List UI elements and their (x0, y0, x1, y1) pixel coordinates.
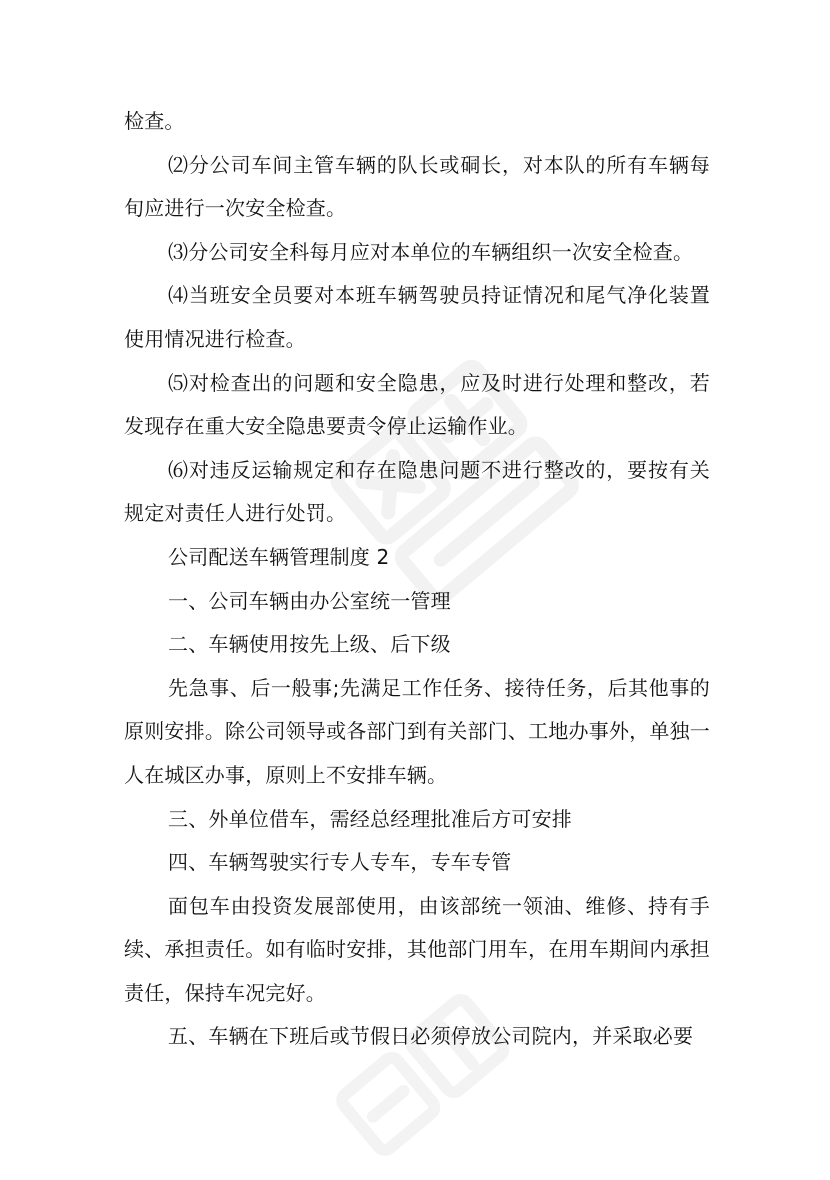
paragraph-5: ⑸对检查出的问题和安全隐患，应及时进行处理和整改，若发现存在重大安全隐患要责令停止运输作业。 (124, 370, 710, 439)
rule-2-detail: 先急事、后一般事;先满足工作任务、接待任务，后其他事的原则安排。除公司领导或各部门到有关部门、工地办事外，单独一人在城区办事，原则上不安排车辆。 (124, 675, 710, 787)
document-body (124, 100, 710, 1059)
section-heading: 公司配送车辆管理制度 2 (168, 544, 390, 569)
rule-1: 一、公司车辆由办公室统一管理 (168, 588, 451, 613)
rule-2: 二、车辆使用按先上级、后下级 (168, 632, 451, 657)
paragraph-4: ⑷当班安全员要对本班车辆驾驶员持证情况和尾气净化装置使用情况进行检查。 (124, 283, 710, 351)
paragraph-2: ⑵分公司车间主管车辆的队长或硐长，对本队的所有车辆每旬应进行一次安全检查。 (124, 152, 710, 221)
paragraph-1: 检查。 (124, 109, 185, 133)
rule-4-detail: 面包车由投资发展部使用，由该部统一领油、维修、持有手续、承担责任。如有临时安排，其他部门用车，在用车期间内承担责任，保持车况完好。 (124, 893, 710, 1005)
rule-3: 三、外单位借车，需经总经理批准后方可安排 (168, 806, 572, 831)
paragraph-6: ⑹对违反运输规定和存在隐患问题不进行整改的，要按有关规定对责任人进行处罚。 (124, 457, 710, 526)
paragraph-3: ⑶分公司安全科每月应对本单位的车辆组织一次安全检查。 (168, 239, 694, 264)
rule-5: 五、车辆在下班后或节假日必须停放公司院内，并采取必要 (168, 1024, 694, 1049)
rule-4: 四、车辆驾驶实行专人专车，专车专管 (168, 850, 512, 875)
